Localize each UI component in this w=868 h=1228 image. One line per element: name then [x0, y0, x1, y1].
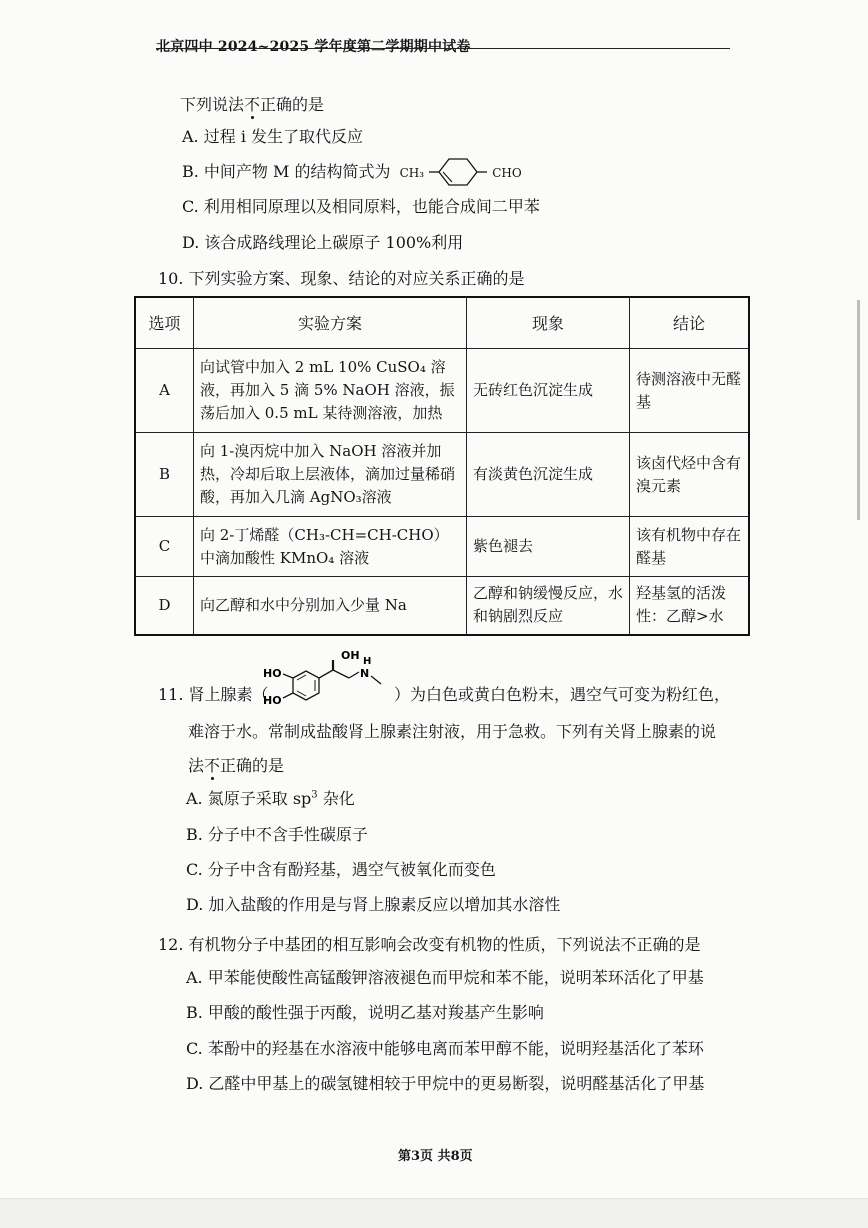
q11-option-a	[186, 786, 355, 809]
q9-option-b-left-group: CH₃	[399, 166, 425, 180]
struct-label-ho-top: HO	[263, 667, 282, 680]
q9-option-b-right-group: CHO	[492, 166, 522, 180]
struct-label-oh: OH	[341, 649, 360, 662]
q9-stem-pre: 下列说法	[180, 95, 245, 114]
q12-option-a: A. 甲苯能使酸性高锰酸钾溶液褪色而甲烷和苯不能，说明苯环活化了甲基	[186, 968, 704, 987]
q9-option-c: C. 利用相同原理以及相同原料，也能合成间二甲苯	[182, 197, 540, 216]
table-row	[135, 577, 749, 635]
cyclohexene-ring-icon	[429, 155, 487, 189]
row-phenomenon: 无砖红色沉淀生成	[467, 349, 630, 433]
q11-line3-post: 正确的是	[220, 756, 285, 775]
row-phenomenon: 有淡黄色沉淀生成	[467, 433, 630, 517]
scan-edge-mark	[857, 300, 860, 520]
row-conclusion: 待测溶液中无醛基	[630, 349, 750, 433]
table-header-row	[135, 297, 749, 349]
table-row	[135, 349, 749, 433]
q9-option-d: D. 该合成路线理论上碳原子 100%利用	[182, 233, 464, 252]
q11-line1-pre: 11. 肾上腺素（	[158, 685, 269, 704]
q11-option-d: D. 加入盐酸的作用是与肾上腺素反应以增加其水溶性	[186, 895, 561, 914]
struct-label-n: N	[360, 667, 370, 680]
q11-line1-post: ）为白色或黄白色粉末，遇空气可变为粉红色，	[394, 685, 731, 704]
table-header-cell: 结论	[630, 297, 750, 349]
q9-stem	[180, 92, 324, 115]
row-plan: 向试管中加入 2 mL 10% CuSO₄ 溶液，再加入 5 滴 5% NaOH 溶液，振荡后加入 0.5 mL 某待测溶液，加热	[194, 349, 467, 433]
row-option: D	[135, 577, 194, 635]
exam-header-title: 北京四中 2024~2025 学年度第二学期期中试卷	[156, 39, 471, 55]
page-number-footer: 第3页 共8页	[398, 1149, 473, 1164]
row-phenomenon: 乙醇和钠缓慢反应，水和钠剧烈反应	[467, 577, 630, 635]
row-conclusion: 羟基氢的活泼性：乙醇>水	[630, 577, 750, 635]
epinephrine-structure-icon	[263, 648, 393, 714]
row-plan: 向乙醇和水中分别加入少量 Na	[194, 577, 467, 635]
struct-label-h: H	[363, 656, 372, 667]
table-header-cell: 选项	[135, 297, 194, 349]
q11-line3-pre: 法	[188, 756, 205, 775]
row-conclusion: 该卤代烃中含有溴元素	[630, 433, 750, 517]
q9-stem-emphasis: 不	[244, 95, 261, 114]
q10-stem: 10. 下列实验方案、现象、结论的对应关系正确的是	[158, 269, 525, 288]
table-row	[135, 433, 749, 517]
q12-option-c: C. 苯酚中的羟基在水溶液中能够电离而苯甲醇不能，说明羟基活化了苯环	[186, 1039, 704, 1058]
q11-option-a-sup: 3	[311, 789, 318, 801]
q9-option-b	[182, 159, 522, 182]
q11-line3-emphasis: 不	[204, 756, 221, 775]
q9-option-b-text: B. 中间产物 M 的结构简式为	[182, 162, 391, 181]
row-phenomenon: 紫色褪去	[467, 517, 630, 577]
row-option: A	[135, 349, 194, 433]
q11-option-c: C. 分子中含有酚羟基，遇空气被氧化而变色	[186, 860, 496, 879]
q12-stem: 12. 有机物分子中基团的相互影响会改变有机物的性质，下列说法不正确的是	[158, 935, 701, 954]
q11-line3	[188, 753, 284, 776]
row-conclusion: 该有机物中存在醛基	[630, 517, 750, 577]
table-header-cell: 实验方案	[194, 297, 467, 349]
q12-option-d: D. 乙醛中甲基上的碳氢键相较于甲烷中的更易断裂，说明醛基活化了甲基	[186, 1074, 705, 1093]
row-plan: 向 1-溴丙烷中加入 NaOH 溶液并加热，冷却后取上层液体，滴加过量稀硝酸，再加入几滴 AgNO₃溶液	[194, 433, 467, 517]
q11-option-a-pre: A. 氮原子采取 sp	[186, 789, 312, 808]
q11-option-a-post: 杂化	[317, 789, 355, 808]
q11-line2: 难溶于水。常制成盐酸肾上腺素注射液，用于急救。下列有关肾上腺素的说	[188, 722, 717, 741]
q12-option-b: B. 甲酸的酸性强于丙酸，说明乙基对羧基产生影响	[186, 1003, 544, 1022]
scan-bottom-band	[0, 1198, 868, 1228]
q9-stem-post: 正确的是	[260, 95, 325, 114]
q11-option-b: B. 分子中不含手性碳原子	[186, 825, 368, 844]
row-plan: 向 2-丁烯醛（CH₃-CH=CH-CHO）中滴加酸性 KMnO₄ 溶液	[194, 517, 467, 577]
row-option: C	[135, 517, 194, 577]
epinephrine-structure	[263, 648, 393, 714]
header-rule	[156, 48, 730, 49]
experiment-table	[134, 296, 750, 636]
struct-label-ho-bottom: HO	[263, 694, 282, 707]
table-header-cell: 现象	[467, 297, 630, 349]
row-option: B	[135, 433, 194, 517]
q9-option-a: A. 过程 i 发生了取代反应	[182, 127, 364, 146]
table-row	[135, 517, 749, 577]
